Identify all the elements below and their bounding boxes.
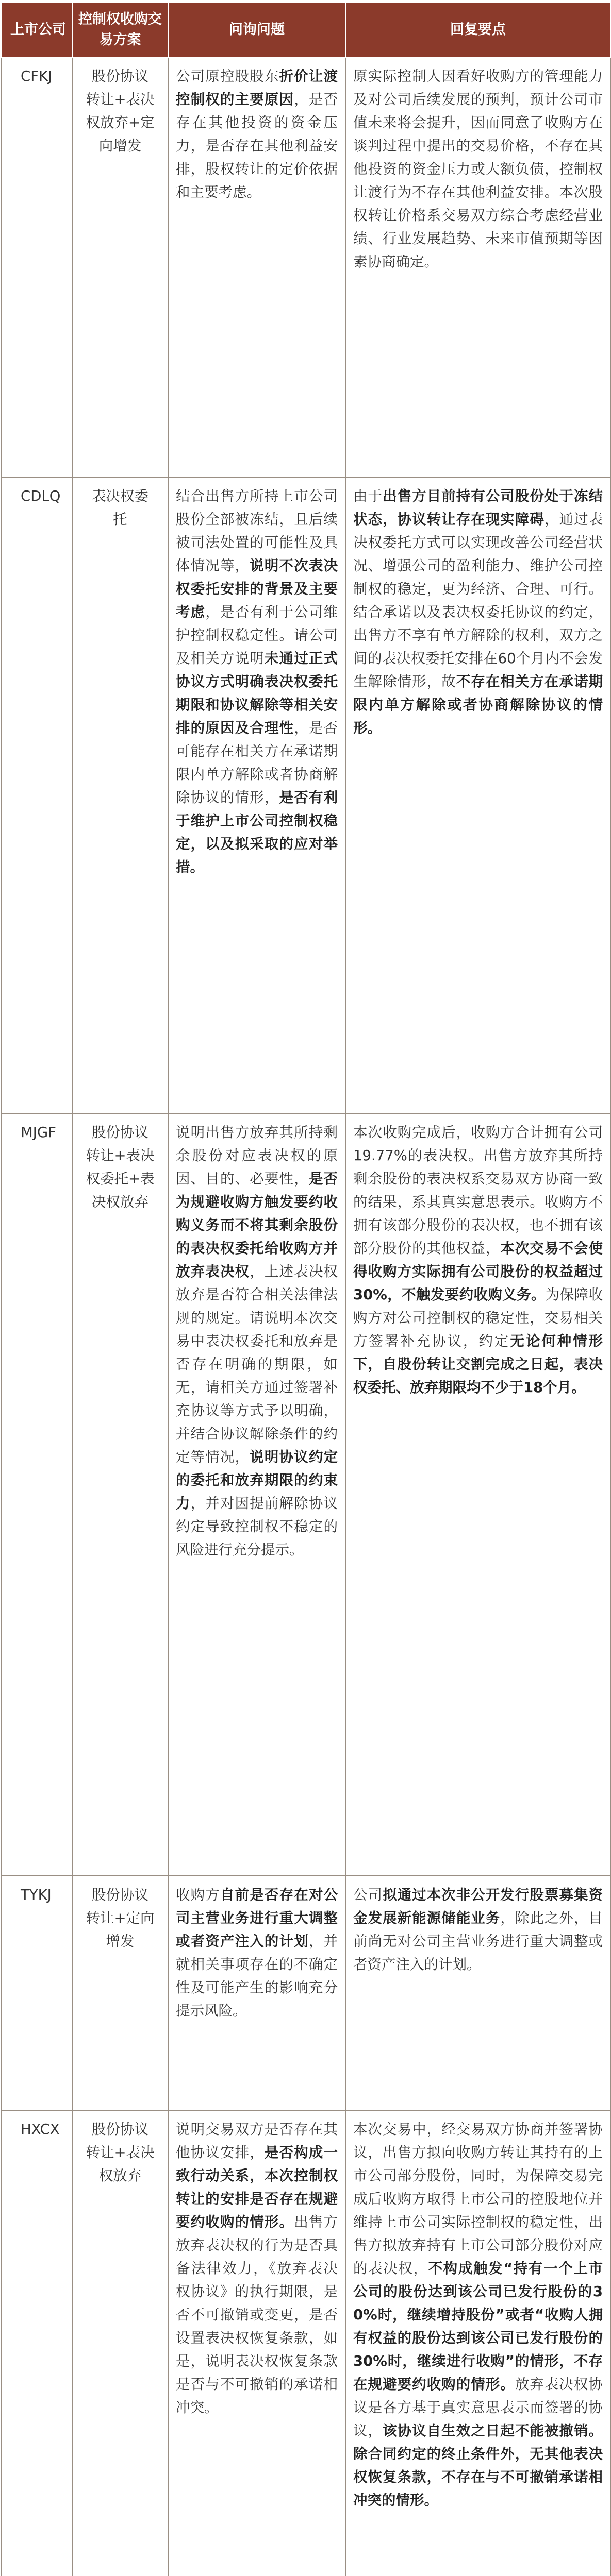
- bold-text-segment: 拟通过本次非公开发行股票募集资金发展新能源储能业务: [353, 1887, 603, 1926]
- table-row: [2, 1113, 610, 1876]
- bold-text-segment: 不构成触发“持有一个上市公司的股份达到该公司已发行股份的30%时，继续增持股份”或者“收购人拥有权益的股份达到该公司已发行股份的30%时，继续进行收购”的情形，不存在规避要约收购的情形。: [353, 2260, 603, 2393]
- scheme-cell: 股份协议转让+表决权放弃+定向增发: [72, 57, 168, 477]
- text-segment: 本次交易中，经交易双方协商并签署协议，出售方拟向收购方转让其持有的上市公司部分股份，同时，为保障交易完成后收购方取得上市公司的控股地位并维持上市公司实际控制权的稳定性，出售方拟放弃持有上市公司部分股份对应的表决权，: [353, 2121, 603, 2277]
- text-segment: 本次收购完成后，收购方合计拥有公司19.77%的表决权。出售方放弃其所持剩余股份的表决权系交易双方协商一致的结果，系其真实意思表示。收购方不拥有该部分股份的表决权，也不拥有该部分股份的其他权益，: [353, 1124, 603, 1257]
- table-row: [2, 477, 610, 1113]
- text-segment: 公司原控股股东: [176, 68, 279, 84]
- bold-text-segment: 是否构成一致行动关系，本次控制权转让的安排是否存在规避要约收购的情形。: [176, 2144, 338, 2230]
- company-cell: CFKJ: [2, 57, 72, 477]
- question-cell: [168, 2110, 345, 2576]
- text-segment: 为保障收购方对公司控制权的稳定性，交易相关方签署补充协议，约定: [353, 1286, 603, 1349]
- text-segment: 原实际控制人因看好收购方的管理能力及对公司后续发展的预判，预计公司市值未来将会提升，因而同意了收购方在谈判过程中提出的交易价格，不存在其他投资的资金压力或大额负债，控制权让渡行为不存在其他利益安排。本次股权转让价格系交易双方综合考虑经营业绩、行业发展趋势、未来市值预期等因素协商确定。: [353, 68, 603, 270]
- bold-text-segment: 折价让渡控制权的主要原因: [176, 68, 338, 108]
- bold-text-segment: 该协议自生效之日起不能被撤销。除合同约定的终止条件外，无其他表决权恢复条款，不存在与不可撤销承诺相冲突的情形。: [353, 2422, 603, 2509]
- text-segment: 公司: [353, 1887, 383, 1903]
- text-segment: 请公司及相关方说明: [176, 627, 338, 667]
- text-segment: ，通过表决权委托方式可以实现改善公司经营状况、增强公司的盈利能力、维护公司控制权的稳定，更为经济、合理、可行。结合承诺以及表决权委托协议的约定，出售方不享有单方解除的权利，双方之间的表决权委托安排在60个月内不会发生解除情形，故: [353, 511, 603, 690]
- answer-cell: [345, 477, 610, 1113]
- text-segment: 出售方放弃表决权的行为是否具备法律效力，《放弃表决权协议》的执行期限，是否不可撤销或变更，是否设置表决权恢复条款，如是，说明表决权恢复条款是否与不可撤销的承诺相冲突。: [176, 2214, 338, 2416]
- text-segment: ，并对因提前解除协议约定导致控制权不稳定的风险进行充分提示。: [176, 1495, 338, 1558]
- question-cell: [168, 477, 345, 1113]
- header-scheme: 控制权收购交易方案: [72, 3, 168, 57]
- answer-cell: [345, 1876, 610, 2110]
- bold-text-segment: 说明不次表决权委托安排的背景及主要考虑: [176, 557, 338, 620]
- scheme-cell: 股份协议转让+表决权放弃: [72, 2110, 168, 2576]
- text-segment: 请说明本次交易中表决权委托和放弃是否存在明确的期限，如无，请相关方通过签署补充协议等方式予以明确，并结合协议解除条件的约定等情况，: [176, 1310, 338, 1465]
- bold-text-segment: 未通过正式协议方式明确表决权委托期限和协议解除等相关安排的原因及合理性: [176, 650, 338, 736]
- scheme-cell: 股份协议转让+表决权委托+表决权放弃: [72, 1113, 168, 1876]
- bold-text-segment: 是否有利于维护上市公司控制权稳定，以及拟采取的应对举措。: [176, 789, 338, 875]
- company-cell: HXCX: [2, 2110, 72, 2576]
- scheme-cell: 表决权委托: [72, 477, 168, 1113]
- text-segment: 说明交易双方是否存在其他协议安排，: [176, 2121, 338, 2161]
- text-segment: 由于: [353, 488, 383, 504]
- text-segment: 放弃表决权协议是各方基于真实意思表示而签署的协议，: [353, 2376, 603, 2439]
- table-row: [2, 1876, 610, 2110]
- text-segment: 结合出售方所持上市公司股份全部被冻结，且后续被司法处置的可能性及具体情况等，: [176, 488, 338, 574]
- text-segment: 收购方: [176, 1887, 220, 1903]
- table-row: [2, 57, 610, 477]
- company-cell: TYKJ: [2, 1876, 72, 2110]
- header-question: 问询问题: [168, 3, 345, 57]
- text-segment: ，是否可能存在相关方在承诺期限内单方解除或者协商解除协议的情形，: [176, 720, 338, 806]
- question-cell: [168, 1113, 345, 1876]
- company-cell: MJGF: [2, 1113, 72, 1876]
- bold-text-segment: 无论何种情形下，自股份转让交割完成之日起，表决权委托、放弃期限均不少于18个月。: [353, 1333, 603, 1396]
- bold-text-segment: 说明协议约定的委托和放弃期限的约束力: [176, 1449, 338, 1512]
- table-header-row: [2, 3, 610, 57]
- company-cell: CDLQ: [2, 477, 72, 1113]
- text-segment: ，上述表决权放弃是否符合相关法律法规的规定。: [176, 1263, 338, 1326]
- header-company: 上市公司: [2, 3, 72, 57]
- answer-cell: [345, 57, 610, 477]
- answer-cell: [345, 2110, 610, 2576]
- bold-text-segment: 不存在相关方在承诺期限内单方解除或者协商解除协议的情形。: [353, 673, 603, 736]
- answer-cell: [345, 1113, 610, 1876]
- bold-text-segment: 自前是否存在对公司主营业务进行重大调整或者资产注入的计划: [176, 1887, 338, 1950]
- bold-text-segment: 本次交易不会使得收购方实际拥有公司股份的权益超过30%，不触发要约收购义务。: [353, 1240, 603, 1303]
- scheme-cell: 股份协议转让+定向增发: [72, 1876, 168, 2110]
- text-segment: ，是否存在其他投资的资金压力，是否存在其他利益安排，股权转让的定价依据和主要考虑。: [176, 91, 338, 200]
- text-segment: ，并就相关事项存在的不确定性及可能产生的影响充分提示风险。: [176, 1933, 338, 2019]
- bold-text-segment: 出售方目前持有公司股份处于冻结状态，协议转让存在现实障碍: [353, 488, 603, 528]
- header-answer: 回复要点: [345, 3, 610, 57]
- question-cell: [168, 1876, 345, 2110]
- text-segment: 说明出售方放弃其所持剩余股份对应表决权的原因、目的、必要性，: [176, 1124, 338, 1187]
- question-cell: [168, 57, 345, 477]
- table-row: [2, 2110, 610, 2576]
- bold-text-segment: 是否为规避收购方触发要约收购义务而不将其剩余股份的表决权委托给收购方并放弃表决权: [176, 1171, 338, 1280]
- inquiry-table: [1, 2, 611, 2576]
- text-segment: ，是否有利于公司维护控制权稳定性。: [176, 604, 338, 643]
- text-segment: ，除此之外，目前尚无对公司主营业务进行重大调整或者资产注入的计划。: [353, 1910, 603, 1973]
